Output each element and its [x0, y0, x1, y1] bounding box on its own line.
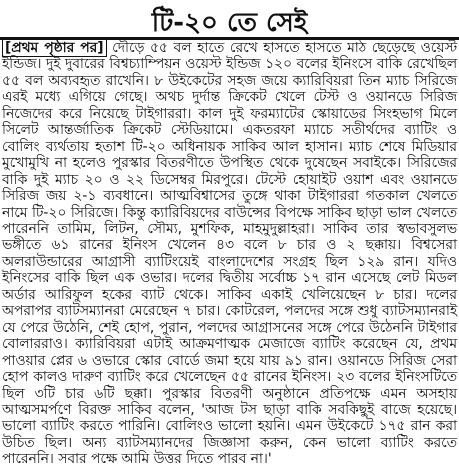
article-body-text: দৌড়ে ৫৫ বল হাতে রেখে হাসতে হাসতে মাঠ ছেড়েছে ওয়েস্ট ইন্ডিজ। দুই দুবারের বিশ্বচ্যাম্পিয়ন ওয়েস্ট ইন্ডিজ ১২০ বলের ইনিংসে বাকি রেখেছিল ৫৫ বল অব্যবহৃত রাখেনি। ৮ উইকেটের সহজ জয়ে ক্যারিবিয়রা তিন ম্যাচ সিরিজে এরই মধ্যে এগিয়ে গেছে। অথচ দুর্দান্ত ক্রিকেট খেলে টেস্ট ও ওয়ানডে সিরিজ নিজেদের করে নিয়েছে টাইগাররা। কাল দুই ফরম্যাটের স্কোয়াডের সিংহভাগ মিলে সিলেট আন্তর্জাতিক ক্রিকেট স্টেডিয়ামে। একতরফা ম্যাচে সতীর্থদের ব্যাটিং ও বোলিং ব্যর্থতায় হতাশ টি-২০ অধিনায়ক সাকিব আল হাসান। ম্যাচ শেষে মিডিয়ার মুখোমুখি না হলেও পুরস্কার বিতরণীতে উপস্থিত থেকে দুষেছেন সবাইকে। সিরিজের বাকি দুই ম্যাচ ২০ ও ২২ ডিসেম্বর মিরপুরে। টেস্টে হোয়াইট ওয়াশ এবং ওয়ানডে সিরিজ জয় ২-১ ব্যবধানে। আত্মবিশ্বাসের তুঙ্গে থাকা টাইগাররা গতকাল খেলতে নামে টি-২০ সিরিজে। কিন্তু ক্যারিবিয়দের বাউন্সের বিপক্ষে সাকিব ছাড়া ভাল খেলতে পারেননি তামিম, লিটন, সৌম্য, মুশফিক, মাহমুদুল্লাহরা। সাকিব তার স্বভাবসুলভ ভঙ্গীতে ৬১ রানের ইনিংস খেলেন ৪৩ বলে ৮ চার ও ২ ছক্কায়। বিশ্বসেরা অলরাউন্ডারের আগ্রাসী ব্যাটিংয়েই বাংলাদেশের সংগ্রহ ছিল ১২৯ রান। যদিও ইনিংসের বাকি ছিল এক ওভার। দলের দ্বিতীয় সর্বোচ্চ ১৭ রান এসেছে লেট মিডল অর্ডার আরিফুল হকের ব্যাট থেকে। সাকিব একাই খেলিয়েছেন ৮ চার। দলের অপরাপর ব্যাটসম্যানরা মেরেছেন ৭ চার। কোটরেল, পলদের সঙ্গে শুধু ব্যাটসম্যানরাই যে পেরে উঠেনি, শেই হোপ, পুরান, পলদের আগ্রাসনের সঙ্গে পেরে উঠেননি টাইগার বোলাররাও। ক্যারিবিয়রা এটাই আক্রমণাত্মক মেজাজে ব্যাটিং করেছেন যে, প্রথম পাওয়ার প্লের ৬ ওভারে স্কোর বোর্ডে জমা হয়ে যায় ৯১ রান। ওয়ানডে সিরিজ সেরা হোপ কালও দারুণ ব্যাটিং করে খেলেছেন ৫৫ রানের ইনিংস। ২৩ বলের ইনিংসটিতে ছিল ৩টি চার ৬টি ছক্কা। পুরস্কার বিতরণী অনুষ্ঠানে প্রতিপক্ষে এমন অসহায় আত্মসমর্পণে বিরক্ত সাকিব বলেন, 'আজ টস ছাড়া বাকি সবকিছুই বাজে হয়েছে। ভালো ব্যাটিং করতে পারিনি। বোলিংও ভালো হয়নি। এমন উইকেটে ১৭৫ রান করা উচিত ছিল। অন্য ব্যাটসম্যানদের জিজ্ঞাসা করুন, কেন ভালো ব্যাটিং করতে পারেননি। সবার পক্ষে আমি উত্তর দিতে পারব না।'	[2, 40, 458, 468]
article-body-column	[2, 40, 458, 468]
article-headline: টি-২০ তে সেই	[151, 8, 308, 38]
continued-from-page-one-tag: [প্রথম পৃষ্ঠার পর]	[2, 39, 107, 57]
headline-bar	[0, 6, 459, 40]
